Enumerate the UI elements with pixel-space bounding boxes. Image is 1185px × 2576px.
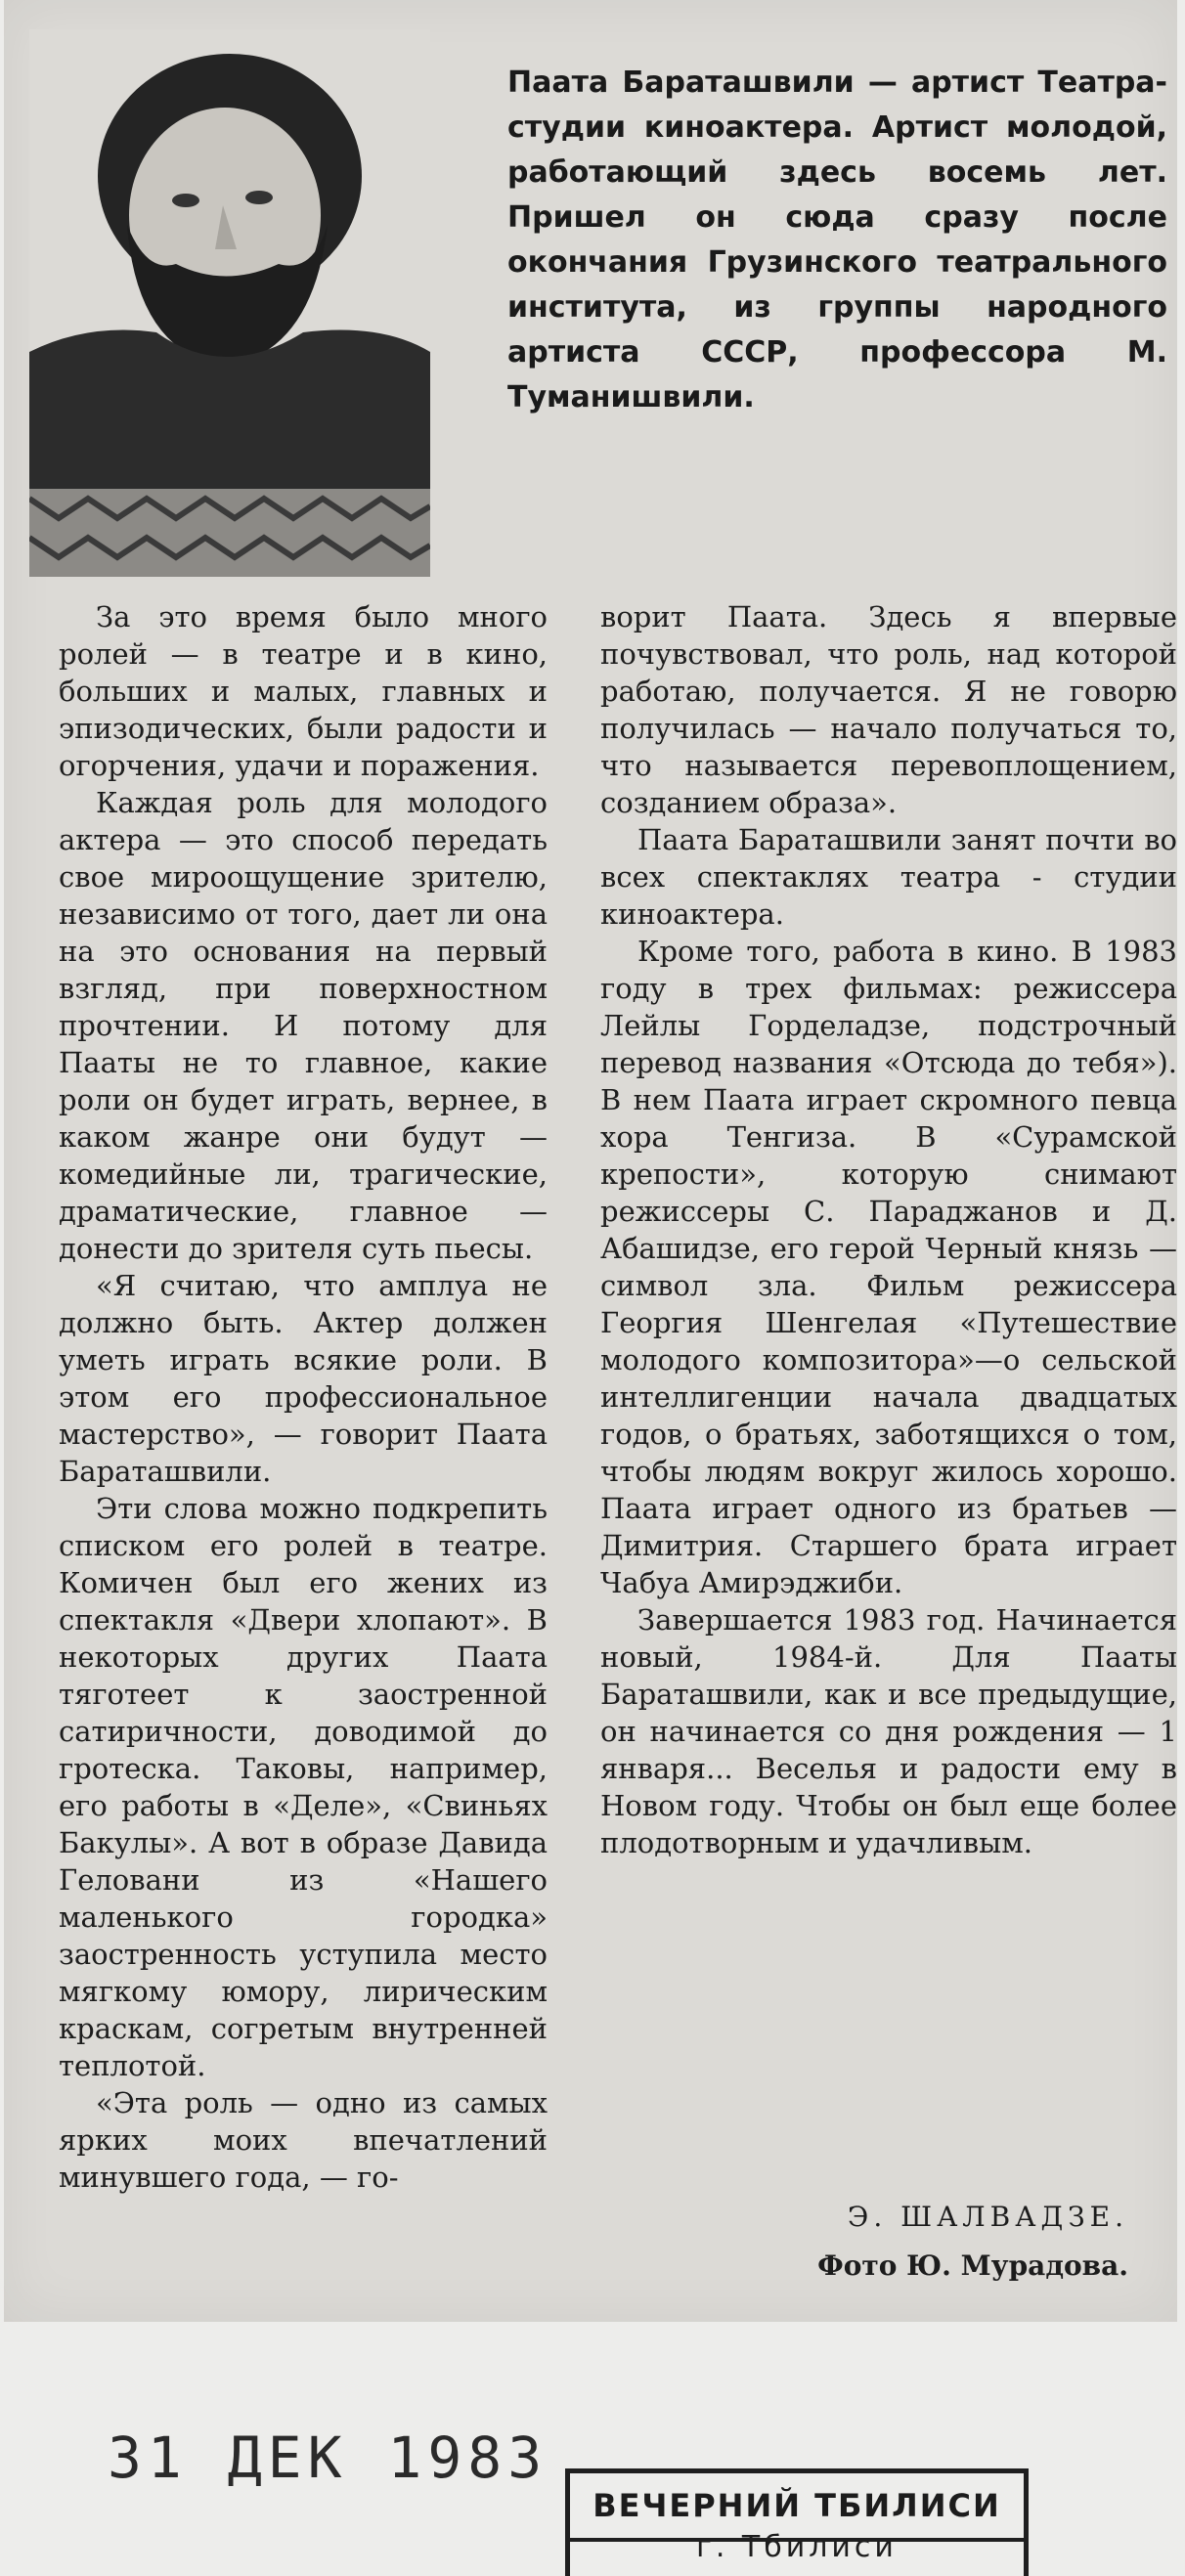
date-stamp: 31 ДЕК 1983: [108, 2424, 549, 2491]
article-paragraph: «Я считаю, что амплуа не должно быть. Актер должен уметь играть всякие роли. В этом его профессиональное мастерство», — говорит Паата Бараташвили.: [59, 1269, 548, 1488]
article-paragraph: За это время было много ролей — в театре и в кино, больших и малых, главных и эпизодических, были радости и огорчения, удачи и поражения.: [59, 600, 548, 782]
article-paragraph: Каждая роль для молодого актера — это способ передать свое мироощущение зрителю, независимо от того, дает ли она на это основания на первый взгляд, при поверхностном прочтении. И потому для Пааты не то главное, какие роли он будет играть, вернее, в каком жанре они будут — комедийные ли, трагические, драматические, главное — донести до зрителя суть пьесы.: [59, 786, 548, 1265]
newspaper-clipping: [4, 0, 1177, 2322]
article-paragraph: Паата Бараташвили занят почти во всех спектаклях театра - студии киноактера.: [600, 823, 1177, 931]
article-paragraph: «Эта роль — одно из самых ярких моих впечатлений минувшего года, — го-: [59, 2086, 548, 2194]
newspaper-name: ВЕЧЕРНИЙ ТБИЛИСИ: [592, 2487, 1001, 2524]
author-name: Э. ШАЛВАДЗЕ.: [847, 2201, 1128, 2233]
signature-block: [817, 2193, 1128, 2291]
article-paragraph: Эти слова можно подкрепить списком его ролей в театре. Комичен был его жених из спектакля «Двери хлопают». В некоторых других Паата тяготеет к заостренной сатиричности, доводимой до гротеска. Таковы, например, его работы в «Деле», «Свиньях Бакулы». А вот в образе Давида Геловани из «Нашего маленького городка» заостренность уступила место мягкому юмору, лирическим краскам, согретым внутренней теплотой.: [59, 1492, 548, 2082]
article-left-column: [59, 598, 548, 2196]
article-right-column: [600, 598, 1177, 1861]
stamp-divider: [570, 2538, 1024, 2542]
article-paragraph: ворит Паата. Здесь я впервые почувствовал, что роль, над которой работаю, получается. Я не говорю получилась — начало получаться то, что называется перевоплощением, созданием образа».: [600, 600, 1177, 819]
article-paragraph: Завершается 1983 год. Начинается новый, 1984-й. Для Пааты Бараташвили, как и все предыдущие, он начинается со дня рождения — 1 января... Веселья и радости ему в Новом году. Чтобы он был еще более плодотворным и удачливым.: [600, 1603, 1177, 1859]
intro-paragraph: Паата Бараташвили — артист Театра-студии киноактера. Артист молодой, работающий здесь восемь лет. Пришел он сюда сразу после окончания Грузинского театрального института, из группы народного артиста СССР, профессора М. Туманишвили.: [507, 65, 1167, 415]
photo-credit: Фото Ю. Мурадова.: [817, 2249, 1128, 2282]
newspaper-city: г. Тбилиси: [696, 2530, 898, 2564]
article-paragraph: Кроме того, работа в кино. В 1983 году в трех фильмах: режиссера Лейлы Горделадзе, подстрочный перевод названия «Отсюда до тебя»). В нем Паата играет скромного певца хора Тенгиза. В «Сурамской крепости», которую снимают режиссеры С. Параджанов и Д. Абашидзе, его герой Черный князь — символ зла. Фильм режиссера Георгия Шенгелая «Путешествие молодого композитора»—о сельской интеллигенции начала двадцатых годов, о братьях, заботящихся о том, чтобы людям вокруг жилось хорошо. Паата играет одного из братьев — Димитрия. Старшего брата играет Чабуа Амирэджиби.: [600, 935, 1177, 1599]
portrait-photo: [29, 29, 430, 577]
newspaper-stamp: [565, 2468, 1029, 2576]
